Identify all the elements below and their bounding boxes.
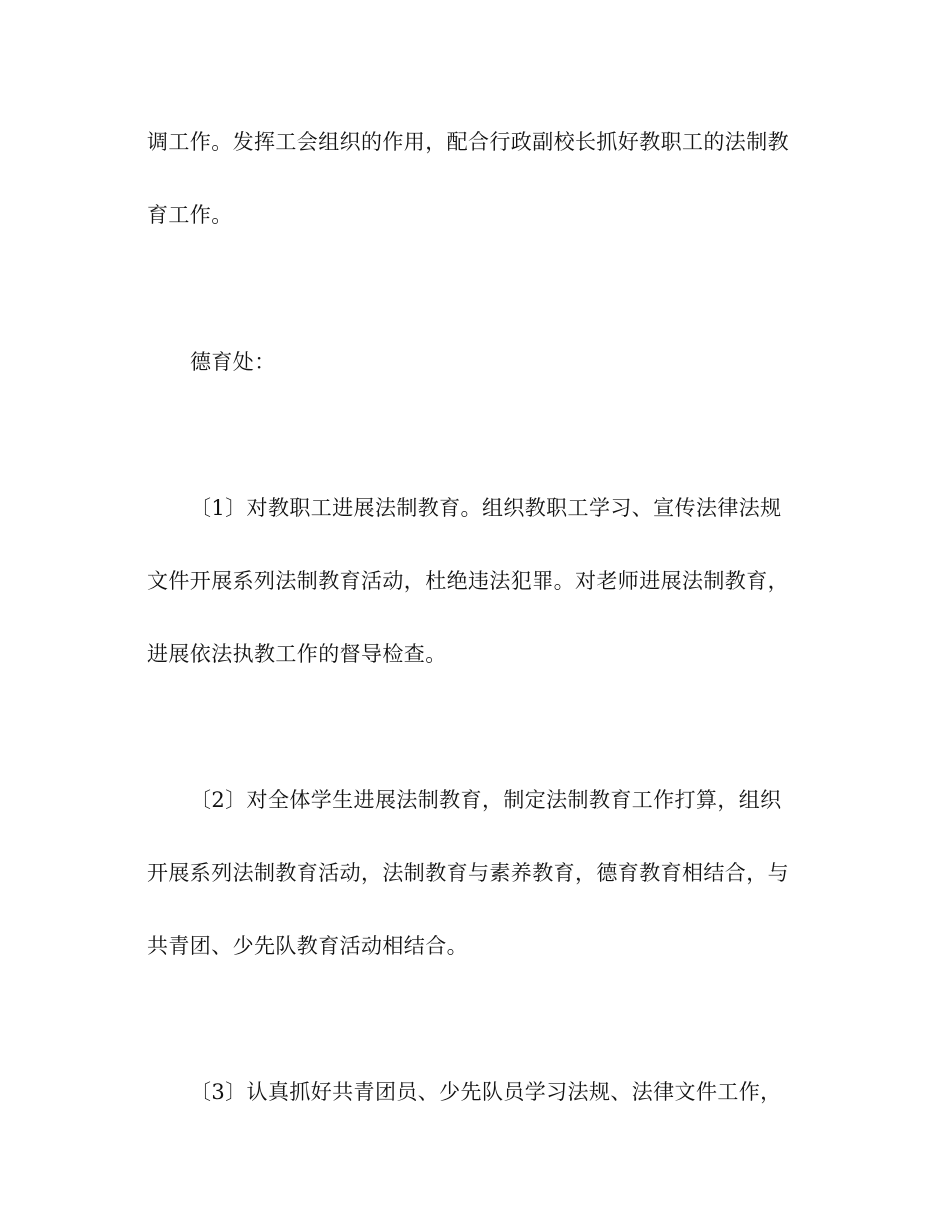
text-line-5: 文件开展系列法制教育活动，杜绝违法犯罪。对老师进展法制教育， (147, 569, 789, 593)
text-line-9: 共青团、少先队教育活动相结合。 (147, 934, 468, 958)
text-line-2: 育工作。 (147, 203, 233, 227)
section-heading-deyuchu: 德育处： (190, 350, 276, 374)
text-line-8: 开展系列法制教育活动，法制教育与素养教育，德育教育相结合，与 (147, 861, 789, 885)
text-line-7: 〔2〕对全体学生进展法制教育，制定法制教育工作打算，组织 (190, 788, 782, 812)
text-line-4: 〔1〕对教职工进展法制教育。组织教职工学习、宣传法律法规 (190, 496, 782, 520)
text-line-1: 调工作。发挥工会组织的作用，配合行政副校长抓好教职工的法制教 (147, 130, 789, 154)
text-line-6: 进展依法执教工作的督导检查。 (147, 642, 447, 666)
text-line-10: 〔3〕认真抓好共青团员、少先队员学习法规、法律文件工作， (190, 1080, 782, 1104)
